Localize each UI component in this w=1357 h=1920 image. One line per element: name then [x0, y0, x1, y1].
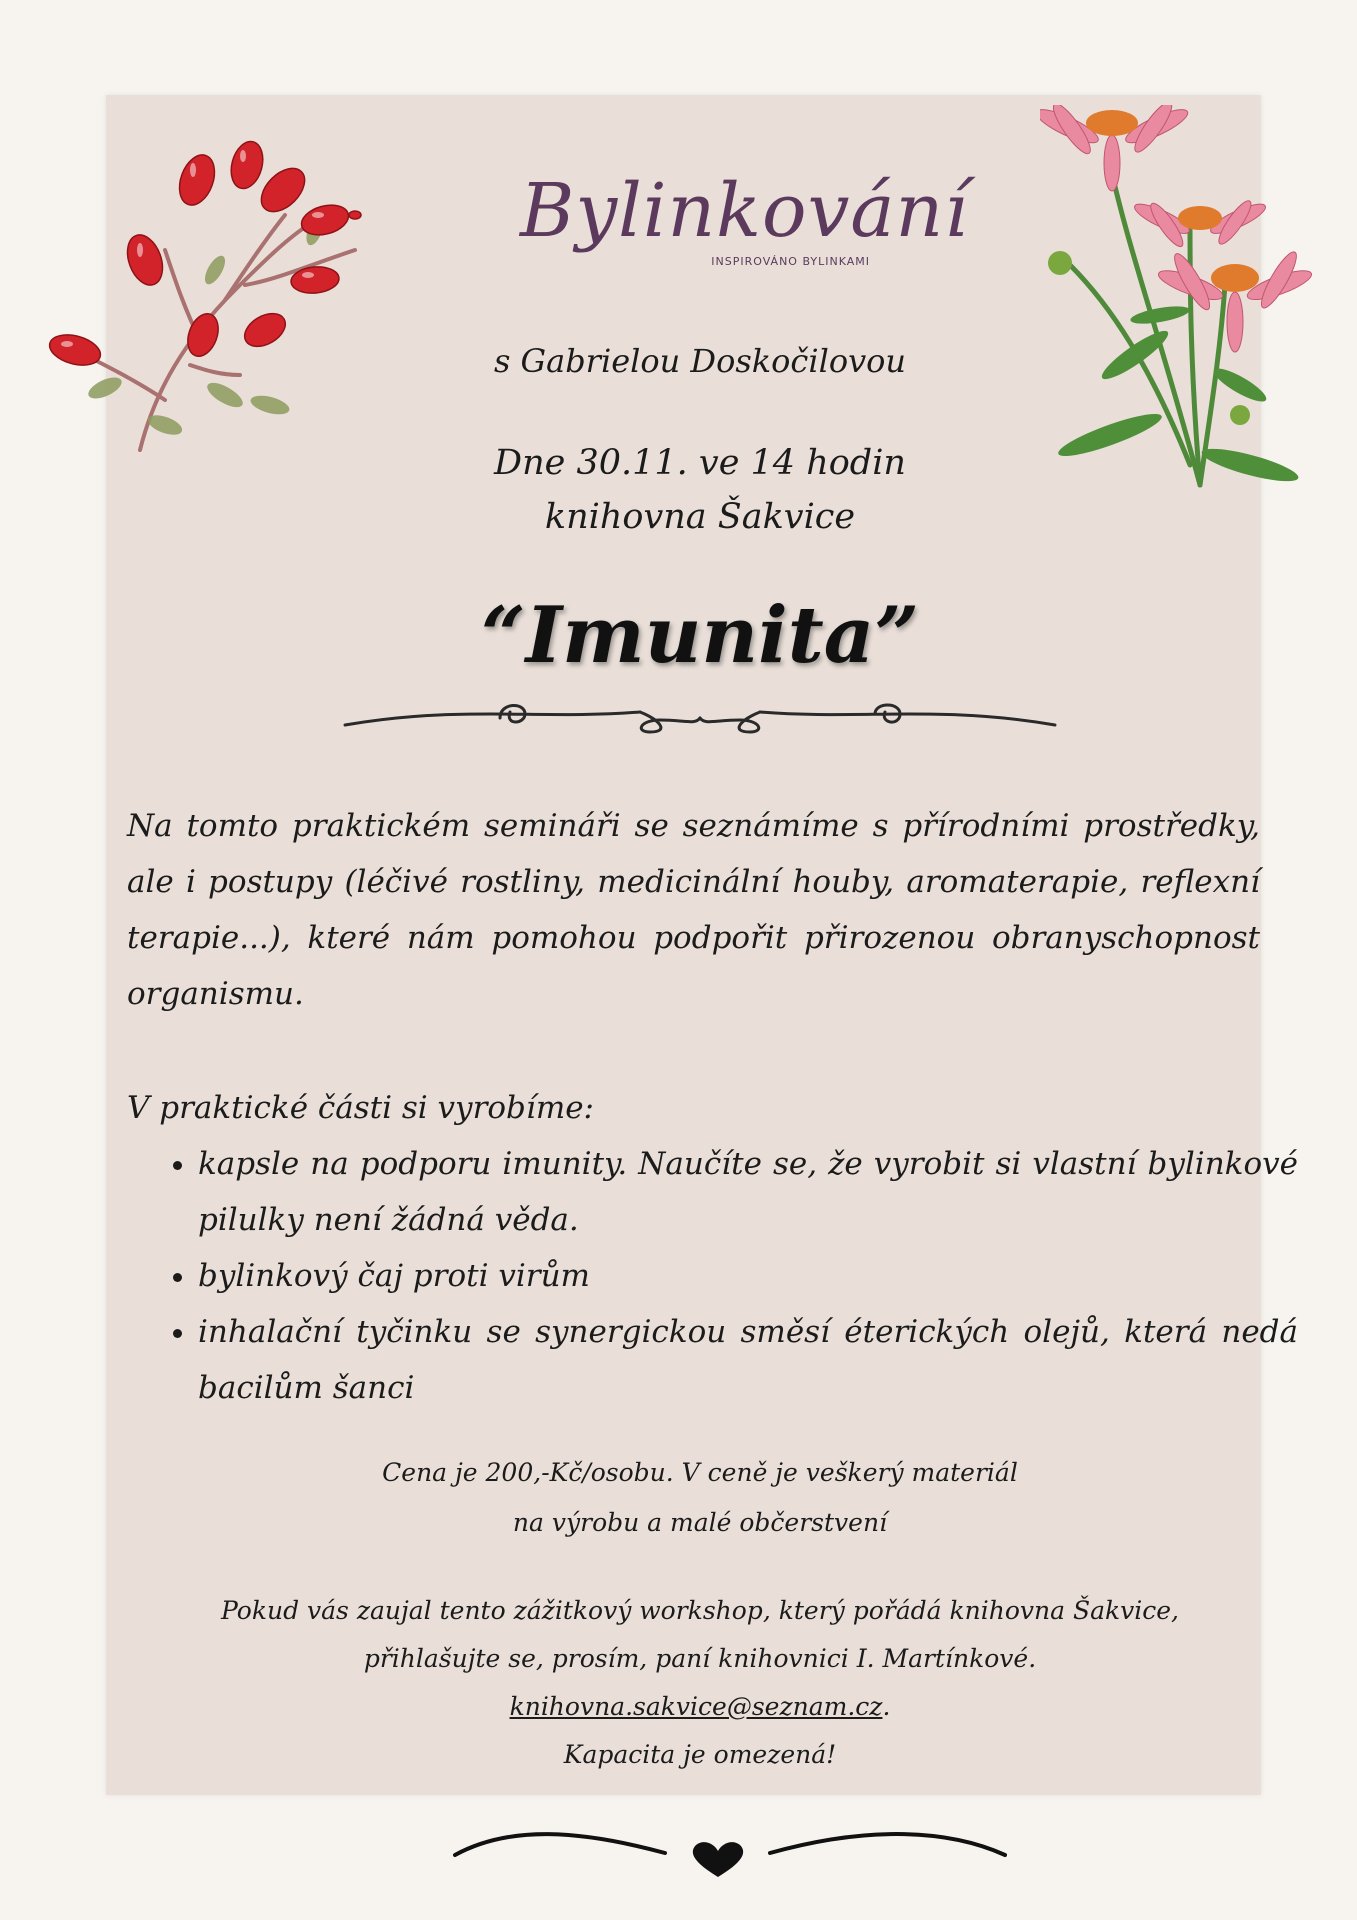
contact-line-2: přihlašujte se, prosím, paní knihovnici I. Martínkové. [363, 1644, 1037, 1673]
contact-line-1: Pokud vás zaujal tento zážitkový workshop, který pořádá knihovna Šakvice, [220, 1596, 1180, 1625]
event-date: Dne 30.11. ve 14 hodin [494, 443, 906, 483]
heart-flourish [450, 1815, 1010, 1885]
practical-list [160, 1136, 1298, 1416]
rosehip-branch-illustration [25, 120, 445, 460]
event-place: knihovna Šakvice [544, 497, 856, 537]
capacity-note: Kapacita je omezená! [563, 1740, 837, 1769]
email-link[interactable]: knihovna.sakvice@seznam.cz [509, 1692, 883, 1721]
swirl-divider [340, 690, 1060, 740]
price-info [280, 1448, 1120, 1548]
event-title: “Imunita” [480, 590, 920, 681]
price-line-1: Cena je 200,-Kč/osobu. V ceně je veškerý materiál [382, 1458, 1018, 1487]
logo-wordmark: Bylinkování [520, 168, 969, 254]
email-suffix: . [882, 1692, 891, 1721]
list-item: • kapsle na podporu imunity. Naučíte se, že vyrobit si vlastní bylinkové pilulky není žádná věda. [198, 1136, 1298, 1248]
practical-heading: V praktické části si vyrobíme: [127, 1090, 594, 1126]
echinacea-flower-illustration [1040, 105, 1320, 495]
contact-email-line [180, 1683, 1220, 1731]
description-paragraph: Na tomto praktickém semináři se seznámíme s přírodními prostředky, ale i postupy (léčivé rostliny, medicinální houby, aromaterapie, reflexní terapie...), které nám pomohou podpořit přirozenou obranyschopnost organismu. [127, 808, 1260, 1012]
list-item: • inhalační tyčinku se synergickou směsí éterických olejů, která nedá bacilům šanci [198, 1304, 1298, 1416]
host-name: s Gabrielou Doskočilovou [493, 342, 907, 380]
list-item: • bylinkový čaj proti virům [198, 1248, 1298, 1304]
heart-icon [693, 1842, 743, 1877]
price-line-2: na výrobu a malé občerstvení [512, 1508, 888, 1537]
contact-info [180, 1587, 1220, 1779]
logo-tagline: INSPIROVÁNO BYLINKAMI [711, 255, 870, 268]
